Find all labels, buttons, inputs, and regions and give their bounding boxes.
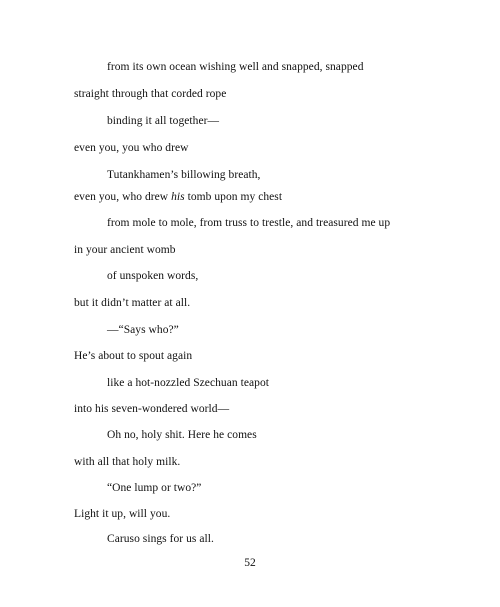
poem-line: He’s about to spout again	[74, 350, 193, 362]
poem-line-part: tomb upon my chest	[184, 191, 283, 203]
poem-line: “One lump or two?”	[107, 482, 202, 494]
poem-line: Oh no, holy shit. Here he comes	[107, 429, 257, 441]
poem-line: of unspoken words,	[107, 270, 199, 282]
poem-line: even you, you who drew	[74, 142, 189, 154]
poem-line: binding it all together—	[107, 115, 220, 127]
poem-line	[74, 190, 282, 204]
poem-line: Caruso sings for us all.	[107, 533, 214, 545]
poem-line: straight through that corded rope	[74, 88, 227, 100]
poem-line: with all that holy milk.	[74, 456, 181, 468]
poem-line: like a hot-nozzled Szechuan teapot	[107, 377, 269, 389]
poem-line-part: even you, who drew	[74, 191, 172, 203]
poem-line-emphasis: his	[171, 191, 185, 203]
poem-line: Light it up, will you.	[74, 508, 171, 520]
poem-line: in your ancient womb	[74, 244, 176, 256]
poem-line: Tutankhamen’s billowing breath,	[107, 169, 261, 181]
page-number: 52	[244, 557, 256, 569]
poem-line: from its own ocean wishing well and snapped, snapped	[107, 61, 364, 73]
poem-line: but it didn’t matter at all.	[74, 297, 191, 309]
poem-line: from mole to mole, from truss to trestle, and treasured me up	[107, 217, 391, 229]
poem-line: —“Says who?”	[107, 324, 179, 336]
poem-line: into his seven-wondered world—	[74, 403, 230, 415]
